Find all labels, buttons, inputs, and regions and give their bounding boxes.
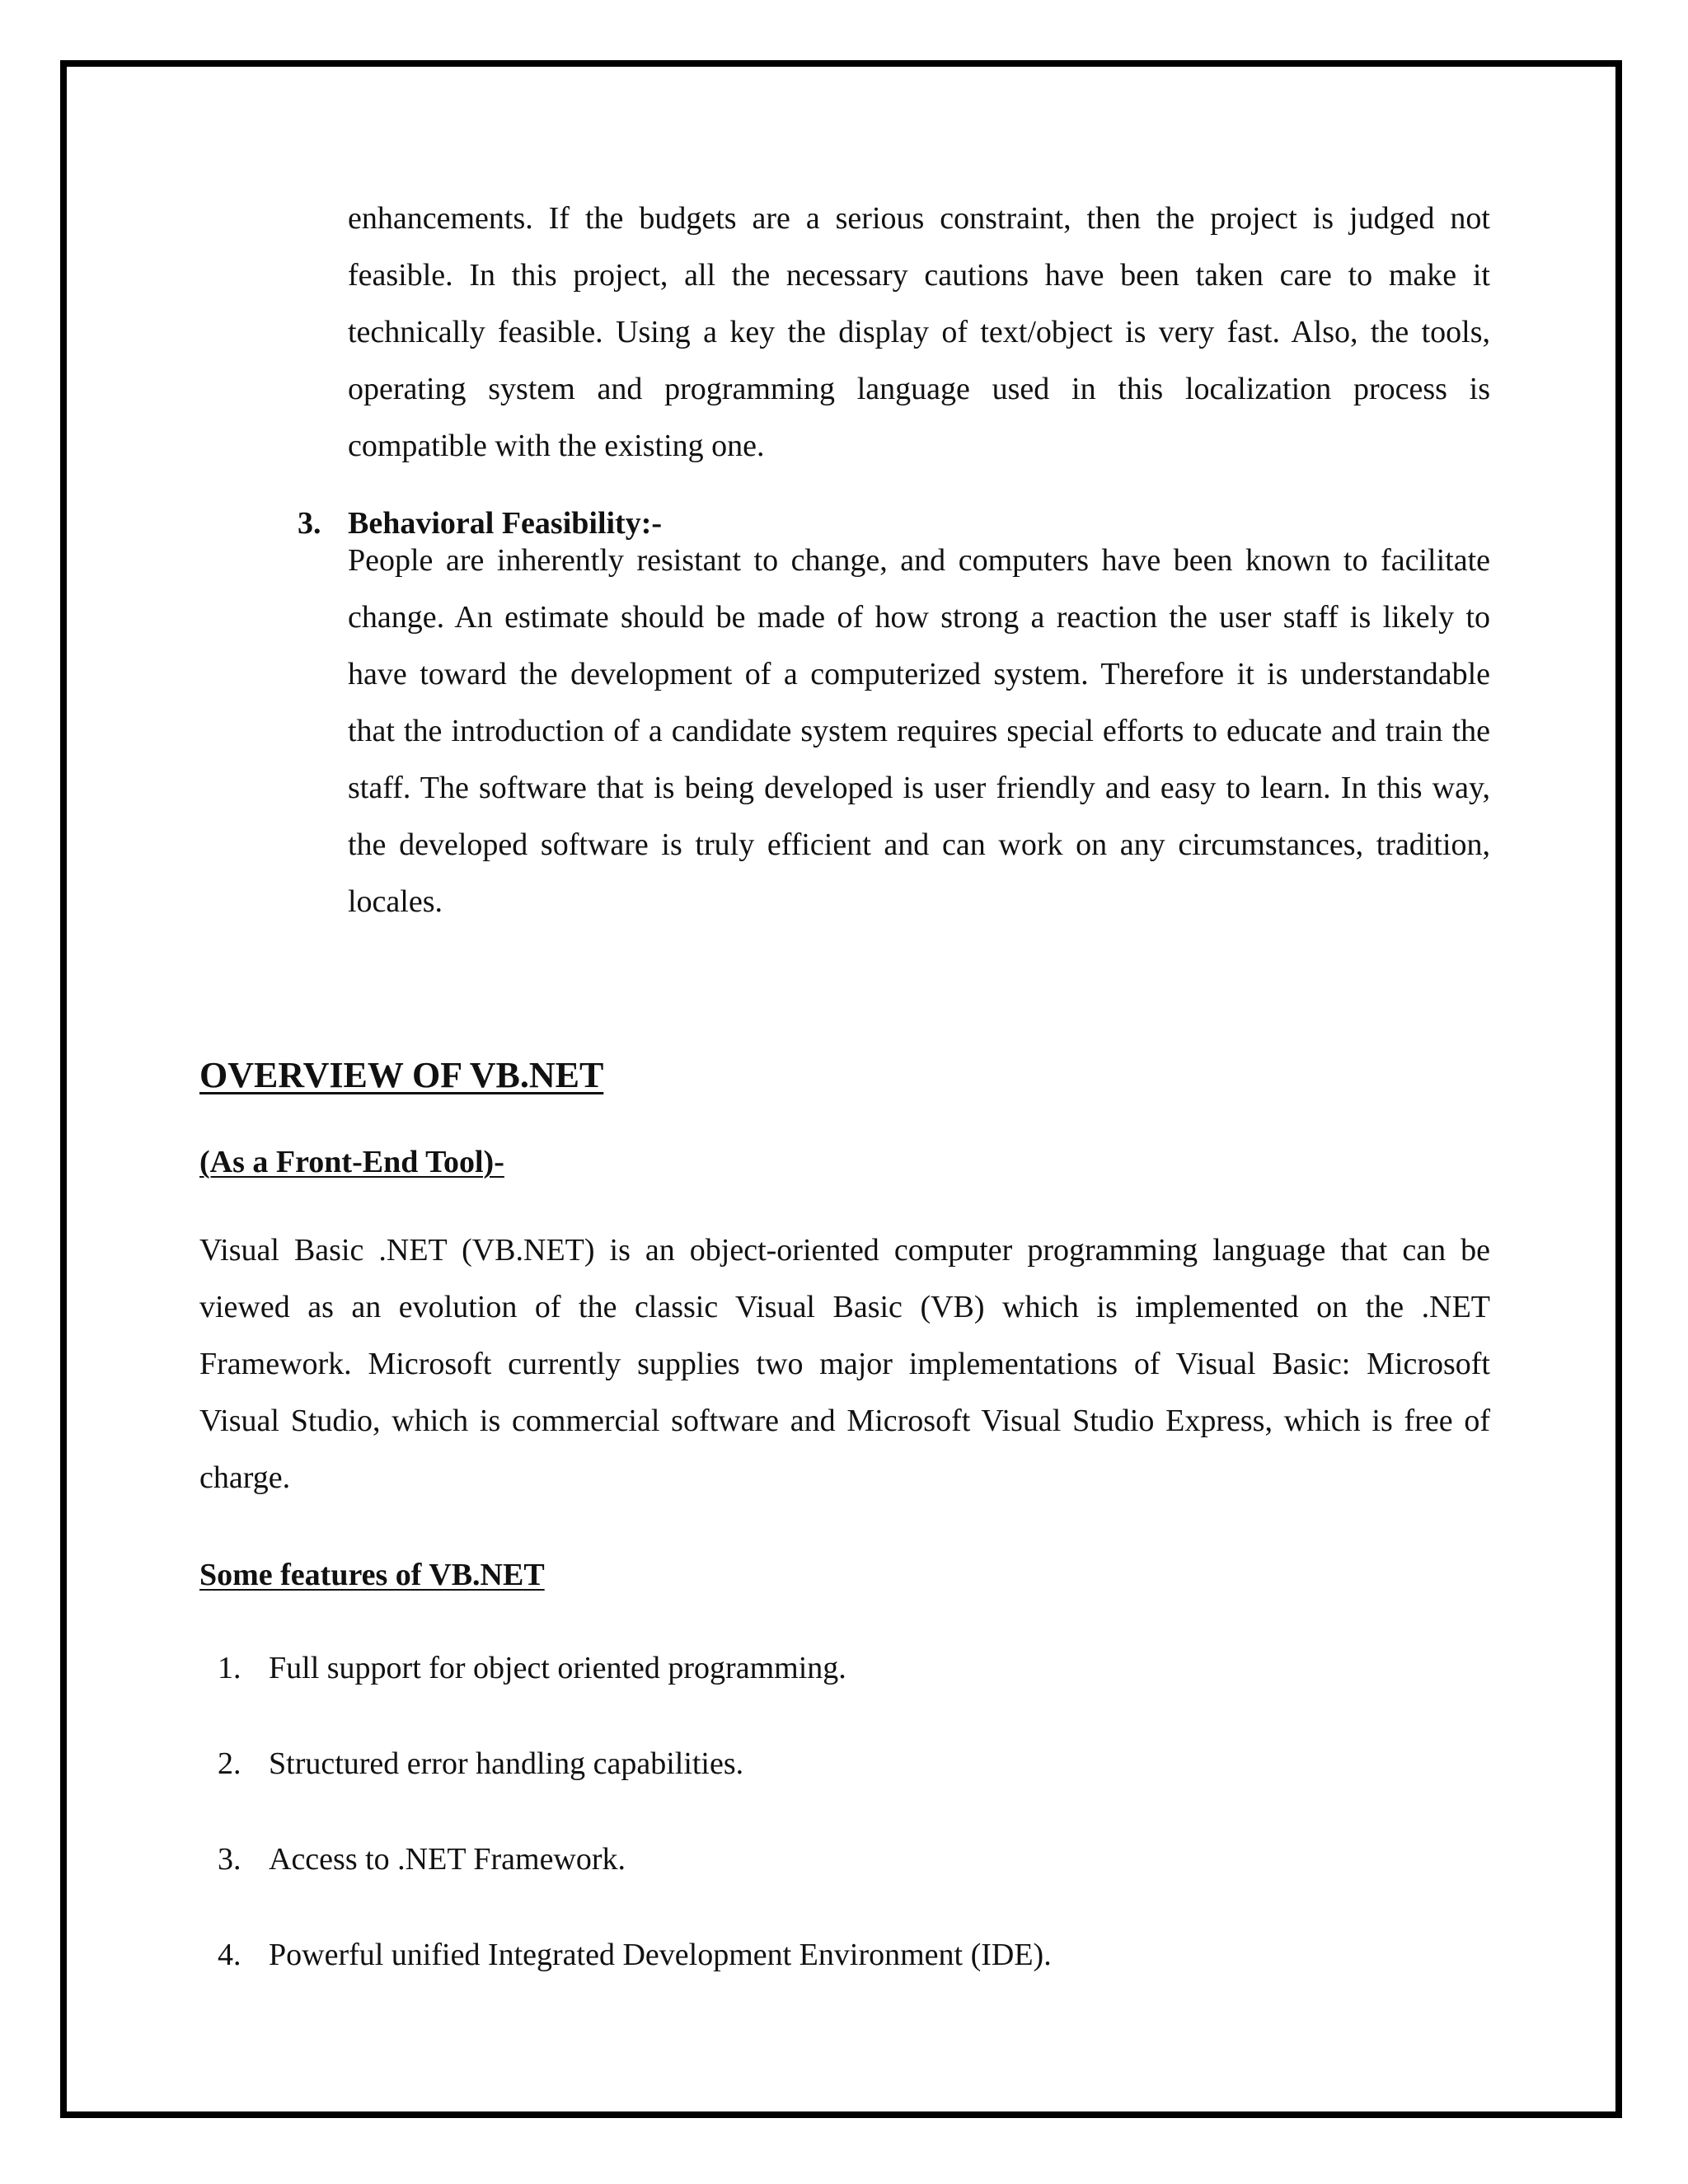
- list-number: 1.: [218, 1651, 241, 1685]
- feasibility-continuation-paragraph: enhancements. If the budgets are a serious constraint, then the project is judged not feasible. In this project, all the necessary cautions have been taken care to make it technically feasible. Using a key the display of text/object is very fast. Also, the tools, operating system and programming language used in this localization process is compatible with the existing one.: [348, 201, 1490, 463]
- list-number: 2.: [218, 1746, 241, 1781]
- list-item-text: Powerful unified Integrated Development Environment (IDE).: [269, 1938, 1052, 1972]
- sub-heading-front-end: (As a Front-End Tool)-: [199, 1145, 504, 1179]
- features-heading: Some features of VB.NET: [199, 1558, 545, 1592]
- list-item: [218, 1743, 743, 1784]
- list-number: 3.: [298, 506, 321, 541]
- vbnet-overview-paragraph: Visual Basic .NET (VB.NET) is an object-oriented computer programming language that can be viewed as an evolution of the classic Visual Basic (VB) which is implemented on the .NET Framework. Microsoft currently supplies two major implementations of Visual Basic: Microsoft Visual Studio, which is commercial software and Microsoft Visual Studio Express, which is free of charge.: [199, 1233, 1490, 1495]
- list-number: 4.: [218, 1938, 241, 1972]
- list-item-text: Full support for object oriented programming.: [269, 1651, 846, 1685]
- behavioral-feasibility-paragraph: People are inherently resistant to change, and computers have been known to facilitate change. An estimate should be made of how strong a reaction the user staff is likely to have toward the development of a computerized system. Therefore it is understandable that the introduction of a candidate system requires special efforts to educate and train the staff. The software that is being developed is user friendly and easy to learn. In this way, the developed software is truly efficient and can work on any circumstances, tradition, locales.: [348, 543, 1490, 919]
- list-item-text: Structured error handling capabilities.: [269, 1746, 744, 1781]
- heading-text: Behavioral Feasibility:-: [348, 506, 663, 541]
- section-title: OVERVIEW OF VB.NET: [199, 1055, 604, 1095]
- list-number: 3.: [218, 1842, 241, 1877]
- list-item-text: Access to .NET Framework.: [269, 1842, 626, 1877]
- list-item: [218, 1647, 846, 1689]
- list-item: [218, 1839, 626, 1880]
- list-item: [218, 1934, 1052, 1975]
